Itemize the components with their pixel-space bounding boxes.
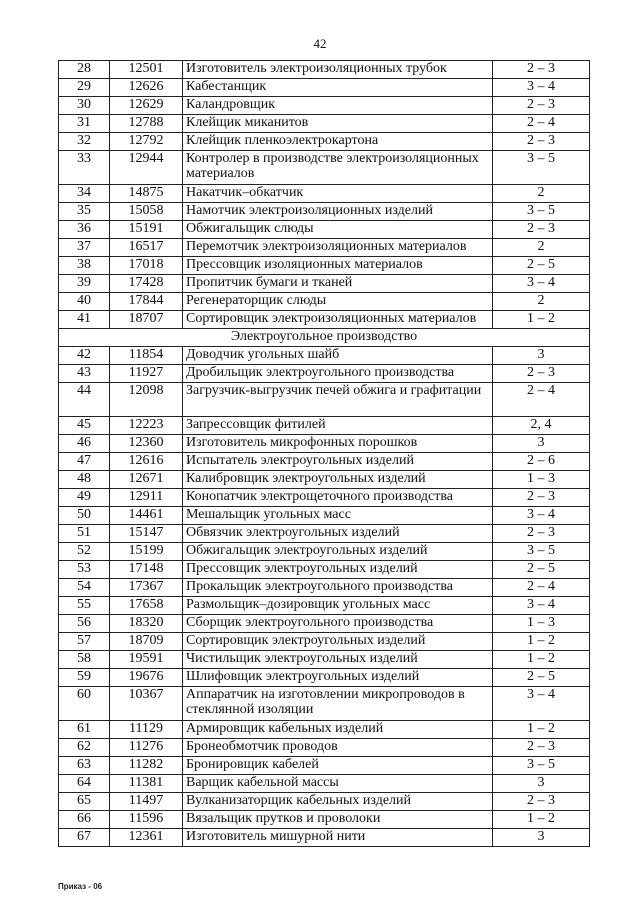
grade-range: 2 – 3	[493, 793, 590, 811]
profession-name: Сортировщик электроугольных изделий	[183, 633, 493, 651]
profession-name: Бронеобмотчик проводов	[183, 739, 493, 757]
table-row	[59, 811, 590, 829]
profession-name: Накатчик–обкатчик	[183, 185, 493, 203]
page-number: 42	[313, 36, 327, 51]
profession-code: 12629	[110, 97, 183, 115]
profession-name: Изготовитель электроизоляционных трубок	[183, 61, 493, 79]
profession-code: 12361	[110, 829, 183, 847]
grade-range: 2	[493, 185, 590, 203]
table-row	[59, 597, 590, 615]
row-number: 41	[59, 311, 110, 329]
grade-range: 3 – 5	[493, 151, 590, 185]
profession-code: 12788	[110, 115, 183, 133]
professions-table-body	[59, 61, 590, 847]
table-row	[59, 633, 590, 651]
table-row	[59, 775, 590, 793]
profession-code: 12501	[110, 61, 183, 79]
profession-name: Обжигальщик электроугольных изделий	[183, 543, 493, 561]
grade-range: 3 – 4	[493, 687, 590, 721]
section-title: Электроугольное производство	[59, 329, 590, 347]
table-row	[59, 489, 590, 507]
profession-name: Каландровщик	[183, 97, 493, 115]
profession-code: 12671	[110, 471, 183, 489]
table-row	[59, 203, 590, 221]
table-row	[59, 829, 590, 847]
profession-code: 17018	[110, 257, 183, 275]
table-row	[59, 293, 590, 311]
table-row	[59, 525, 590, 543]
profession-code: 19591	[110, 651, 183, 669]
row-number: 54	[59, 579, 110, 597]
grade-range: 3	[493, 775, 590, 793]
profession-code: 14461	[110, 507, 183, 525]
row-number: 46	[59, 435, 110, 453]
profession-name: Армировщик кабельных изделий	[183, 721, 493, 739]
section-header-row	[59, 329, 590, 347]
table-row	[59, 115, 590, 133]
profession-name: Запрессовщик фитилей	[183, 417, 493, 435]
table-row	[59, 221, 590, 239]
row-number: 42	[59, 347, 110, 365]
grade-range: 2 – 6	[493, 453, 590, 471]
row-number: 64	[59, 775, 110, 793]
profession-code: 11129	[110, 721, 183, 739]
row-number: 55	[59, 597, 110, 615]
grade-range: 3 – 5	[493, 757, 590, 775]
row-number: 34	[59, 185, 110, 203]
grade-range: 2 – 3	[493, 133, 590, 151]
grade-range: 2	[493, 293, 590, 311]
profession-code: 11497	[110, 793, 183, 811]
row-number: 35	[59, 203, 110, 221]
profession-name: Обвязчик электроугольных изделий	[183, 525, 493, 543]
profession-name: Аппаратчик на изготовлении микропроводов в стеклянной изоляции	[183, 687, 493, 721]
row-number: 31	[59, 115, 110, 133]
grade-range: 2 – 3	[493, 525, 590, 543]
row-number: 39	[59, 275, 110, 293]
table-row	[59, 133, 590, 151]
grade-range: 2 – 3	[493, 61, 590, 79]
row-number: 56	[59, 615, 110, 633]
row-number: 57	[59, 633, 110, 651]
table-row	[59, 757, 590, 775]
profession-name: Мешальщик угольных масс	[183, 507, 493, 525]
table-row	[59, 471, 590, 489]
table-row	[59, 687, 590, 721]
profession-code: 10367	[110, 687, 183, 721]
row-number: 32	[59, 133, 110, 151]
table-row	[59, 543, 590, 561]
table-row	[59, 97, 590, 115]
profession-code: 12360	[110, 435, 183, 453]
grade-range: 2 – 3	[493, 97, 590, 115]
row-number: 63	[59, 757, 110, 775]
profession-name: Клейщик пленкоэлектрокартона	[183, 133, 493, 151]
grade-range: 1 – 3	[493, 471, 590, 489]
profession-name: Размольщик–дозировщик угольных масс	[183, 597, 493, 615]
row-number: 66	[59, 811, 110, 829]
row-number: 38	[59, 257, 110, 275]
row-number: 49	[59, 489, 110, 507]
table-row	[59, 739, 590, 757]
profession-name: Сборщик электроугольного производства	[183, 615, 493, 633]
profession-code: 17148	[110, 561, 183, 579]
professions-table	[58, 60, 590, 847]
table-row	[59, 383, 590, 417]
table-row	[59, 793, 590, 811]
grade-range: 1 – 3	[493, 615, 590, 633]
profession-name: Чистильщик электроугольных изделий	[183, 651, 493, 669]
profession-name: Доводчик угольных шайб	[183, 347, 493, 365]
row-number: 33	[59, 151, 110, 185]
profession-code: 14875	[110, 185, 183, 203]
grade-range: 2 – 4	[493, 383, 590, 417]
row-number: 47	[59, 453, 110, 471]
profession-name: Калибровщик электроугольных изделий	[183, 471, 493, 489]
row-number: 37	[59, 239, 110, 257]
profession-code: 15058	[110, 203, 183, 221]
profession-code: 15147	[110, 525, 183, 543]
table-row	[59, 365, 590, 383]
row-number: 28	[59, 61, 110, 79]
document-footer: Приказ - 06	[58, 882, 103, 891]
profession-name: Контролер в производстве электроизоляционных материалов	[183, 151, 493, 185]
profession-code: 17844	[110, 293, 183, 311]
grade-range: 2 – 4	[493, 115, 590, 133]
row-number: 59	[59, 669, 110, 687]
profession-name: Кабестанщик	[183, 79, 493, 97]
table-row	[59, 79, 590, 97]
profession-name: Загрузчик-выгрузчик печей обжига и графитации	[183, 383, 493, 417]
grade-range: 3 – 4	[493, 597, 590, 615]
profession-name: Клейщик миканитов	[183, 115, 493, 133]
profession-code: 15199	[110, 543, 183, 561]
row-number: 48	[59, 471, 110, 489]
grade-range: 2 – 3	[493, 739, 590, 757]
profession-name: Конопатчик электрощеточного производства	[183, 489, 493, 507]
grade-range: 2 – 4	[493, 579, 590, 597]
profession-code: 12616	[110, 453, 183, 471]
profession-code: 12792	[110, 133, 183, 151]
table-row	[59, 61, 590, 79]
row-number: 43	[59, 365, 110, 383]
profession-code: 18707	[110, 311, 183, 329]
grade-range: 2	[493, 239, 590, 257]
row-number: 58	[59, 651, 110, 669]
row-number: 61	[59, 721, 110, 739]
row-number: 67	[59, 829, 110, 847]
profession-code: 11927	[110, 365, 183, 383]
row-number: 36	[59, 221, 110, 239]
profession-name: Сортировщик электроизоляционных материалов	[183, 311, 493, 329]
grade-range: 3	[493, 347, 590, 365]
profession-code: 11282	[110, 757, 183, 775]
table-row	[59, 239, 590, 257]
row-number: 40	[59, 293, 110, 311]
table-row	[59, 275, 590, 293]
profession-code: 15191	[110, 221, 183, 239]
profession-code: 17658	[110, 597, 183, 615]
table-row	[59, 311, 590, 329]
profession-name: Вулканизаторщик кабельных изделий	[183, 793, 493, 811]
table-row	[59, 561, 590, 579]
profession-name: Прокальщик электроугольного производства	[183, 579, 493, 597]
grade-range: 3	[493, 829, 590, 847]
profession-name: Пропитчик бумаги и тканей	[183, 275, 493, 293]
row-number: 44	[59, 383, 110, 417]
table-row	[59, 507, 590, 525]
profession-name: Шлифовщик электроугольных изделий	[183, 669, 493, 687]
grade-range: 1 – 2	[493, 651, 590, 669]
profession-code: 12223	[110, 417, 183, 435]
grade-range: 1 – 2	[493, 311, 590, 329]
grade-range: 2 – 3	[493, 221, 590, 239]
row-number: 51	[59, 525, 110, 543]
profession-name: Бронировщик кабелей	[183, 757, 493, 775]
grade-range: 2 – 3	[493, 365, 590, 383]
profession-code: 11381	[110, 775, 183, 793]
grade-range: 2 – 3	[493, 489, 590, 507]
profession-name: Дробильщик электроугольного производства	[183, 365, 493, 383]
row-number: 29	[59, 79, 110, 97]
grade-range: 2 – 5	[493, 257, 590, 275]
profession-code: 18709	[110, 633, 183, 651]
table-row	[59, 721, 590, 739]
grade-range: 3 – 4	[493, 507, 590, 525]
profession-name: Варщик кабельной массы	[183, 775, 493, 793]
profession-code: 19676	[110, 669, 183, 687]
profession-code: 11854	[110, 347, 183, 365]
profession-name: Изготовитель микрофонных порошков	[183, 435, 493, 453]
row-number: 53	[59, 561, 110, 579]
profession-name: Регенераторщик слюды	[183, 293, 493, 311]
profession-code: 11596	[110, 811, 183, 829]
profession-name: Вязальщик прутков и проволоки	[183, 811, 493, 829]
grade-range: 1 – 2	[493, 721, 590, 739]
table-row	[59, 185, 590, 203]
profession-code: 12944	[110, 151, 183, 185]
grade-range: 1 – 2	[493, 633, 590, 651]
table-row	[59, 417, 590, 435]
grade-range: 2, 4	[493, 417, 590, 435]
grade-range: 3 – 4	[493, 79, 590, 97]
profession-name: Прессовщик изоляционных материалов	[183, 257, 493, 275]
profession-code: 12626	[110, 79, 183, 97]
profession-code: 11276	[110, 739, 183, 757]
row-number: 62	[59, 739, 110, 757]
grade-range: 2 – 5	[493, 669, 590, 687]
profession-name: Прессовщик электроугольных изделий	[183, 561, 493, 579]
table-row	[59, 435, 590, 453]
profession-code: 16517	[110, 239, 183, 257]
profession-name: Изготовитель мишурной нити	[183, 829, 493, 847]
row-number: 50	[59, 507, 110, 525]
grade-range: 3 – 5	[493, 203, 590, 221]
grade-range: 1 – 2	[493, 811, 590, 829]
table-row	[59, 579, 590, 597]
profession-name: Намотчик электроизоляционных изделий	[183, 203, 493, 221]
row-number: 45	[59, 417, 110, 435]
row-number: 30	[59, 97, 110, 115]
table-row	[59, 347, 590, 365]
table-row	[59, 669, 590, 687]
row-number: 60	[59, 687, 110, 721]
table-row	[59, 615, 590, 633]
profession-code: 18320	[110, 615, 183, 633]
grade-range: 2 – 5	[493, 561, 590, 579]
table-row	[59, 151, 590, 185]
profession-name: Испытатель электроугольных изделий	[183, 453, 493, 471]
row-number: 52	[59, 543, 110, 561]
table-row	[59, 651, 590, 669]
profession-code: 12911	[110, 489, 183, 507]
table-row	[59, 453, 590, 471]
profession-code: 17367	[110, 579, 183, 597]
grade-range: 3	[493, 435, 590, 453]
profession-code: 12098	[110, 383, 183, 417]
profession-code: 17428	[110, 275, 183, 293]
profession-name: Обжигальщик слюды	[183, 221, 493, 239]
grade-range: 3 – 4	[493, 275, 590, 293]
profession-name: Перемотчик электроизоляционных материалов	[183, 239, 493, 257]
grade-range: 3 – 5	[493, 543, 590, 561]
row-number: 65	[59, 793, 110, 811]
table-row	[59, 257, 590, 275]
